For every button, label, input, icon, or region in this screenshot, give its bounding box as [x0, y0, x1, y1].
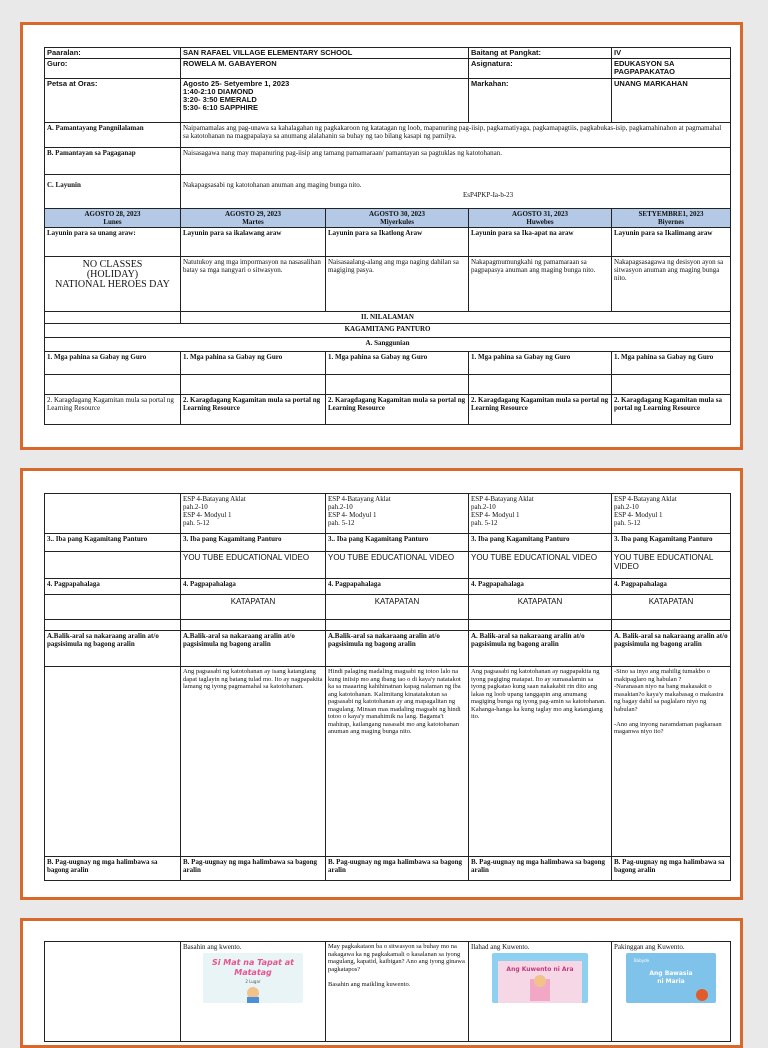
sanggunian-row [45, 338, 731, 352]
youtube-3: YOU TUBE EDUCATIONAL VIDEO [326, 552, 469, 579]
balik-text-5: -Sino sa inyo ang mahilig tumakbo o makipaglaro ng habulan ? -Naranasan niyo na bang makasakit o masaktan?o kaya'y makabasag o makasira ng bagay dahil sa paglalaro niyo ng habulan? -Ano ang inyong naramdaman pagkaraan maganwa niyo ito? [612, 667, 731, 857]
petsa-label: Petsa at Oras: [45, 79, 181, 123]
sanggunian-heading: A. Sanggunian [45, 338, 731, 352]
story-image-maria-icon [626, 953, 716, 1003]
balik-aral-5: A. Balik-aral sa nakaraang aralin at/o pagsisimula ng bagong aralin [612, 631, 731, 667]
day-header-3 [326, 209, 469, 228]
story-cell-2 [181, 942, 326, 1042]
story-image-mat-icon [203, 953, 303, 1003]
gabay-row [45, 352, 731, 375]
objective-c-text: Nakapagsasabi ng katotohanan anuman ang maging bunga nito. [183, 181, 362, 189]
page-2 [20, 468, 743, 900]
day-date: AGOSTO 28, 2023 [84, 210, 141, 218]
asignatura-label: Asignatura: [469, 59, 612, 79]
day-date: AGOSTO 31, 2023 [511, 210, 569, 218]
pagpapahalaga-4: 4. Pagpapahalaga [469, 579, 612, 595]
balik-aral-1: A.Balik-aral sa nakaraang aralin at/o pagsisimula ng bagong aralin [45, 631, 181, 667]
karagdagang-row [45, 395, 731, 425]
layunin-araw-5: Layunin para sa Ikalimang araw [612, 228, 731, 257]
objective-a-text: Naipamamalas ang pag-unawa sa kahalagahan ng pagkakaroon ng katatagan ng loob, mapanuring pag-iisip, pagkamatiyaga, pagkamapagtiis, pagkabukas-isip, pagkamahinahon at pagmamahal sa katotohanan na magpapalaya sa anumang alalahanin sa buhay ng tao bilang kasapi ng pamilya. [181, 123, 731, 148]
pagpapahalaga-3: 4. Pagpapahalaga [326, 579, 469, 595]
iba-4: 3. Iba pang Kagamitang Panturo [469, 534, 612, 552]
objective-a-row [45, 123, 731, 148]
pagpapahalaga-1: 4. Pagpapahalaga [45, 579, 181, 595]
karagdagang-5: 2. Karagdagang Kagamitan mula sa portal ng Learning Resource [612, 395, 731, 425]
iba-5: 3. Iba pang Kagamitang Panturo [612, 534, 731, 552]
lesson-plan-table-1 [44, 47, 731, 425]
balik-text-row [45, 667, 731, 857]
karagdagang-4: 2. Karagdagang Kagamitan mula sa portal ng Learning Resource [469, 395, 612, 425]
book3-tag: Babyde [634, 958, 650, 963]
day-date: AGOSTO 29, 2023 [224, 210, 282, 218]
layunin-detail-2: Natutukoy ang mga impormasyon na nasasalihan batay sa mga nangyari o sitwasyon. [181, 257, 326, 312]
batayang-2: ESP 4-Batayang Aklat pah.2-10 ESP 4- Modyul 1 pah. 5-12 [181, 494, 326, 534]
pagpapahalaga-5: 4. Pagpapahalaga [612, 579, 731, 595]
story-image-ara-icon [492, 953, 588, 1003]
katapatan-5: KATAPATAN [612, 595, 731, 620]
empty-row [45, 375, 731, 395]
lesson-plan-table-2 [44, 493, 731, 881]
header-row-date [45, 79, 731, 123]
balik-text-3: Hindi palaging madaling magsabi ng totoo lalo na kung iniisip mo ang ibang tao o di kaya'y natatakot ka sa maaaring kahihinatnan kapag nalaman ng iba ang katotohanan. Kalimitang kinatatakutan sa pagsasabi ng katotohanan ay ang mapagalitan ng magulang. Minsan mas madaling magsabi ng hindi totoo o kaya'y manahimik na lang. Bagama't mahirap, kailangang nasasabi mo ang katotohanan anuman ang maging bunga nito. [326, 667, 469, 857]
spacer-row [45, 620, 731, 631]
balik-aral-4: A. Balik-aral sa nakaraang aralin at/o pagsisimula ng bagong aralin [469, 631, 612, 667]
header-row-school [45, 48, 731, 59]
layunin-araw-4: Layunin para sa Ika-apat na araw [469, 228, 612, 257]
book3-title-line2: ni Maria [657, 978, 685, 985]
pagpapahalaga-row [45, 579, 731, 595]
story-instruction-2: Basahin ang kwento. [183, 943, 242, 951]
katapatan-row [45, 595, 731, 620]
book1-title-line2: Matatag [234, 968, 272, 977]
iba-2: 3. Iba pang Kagamitang Panturo [181, 534, 326, 552]
day-header-1 [45, 209, 181, 228]
nilalaman-heading: II. NILALAMAN [181, 312, 731, 324]
paguugnay-4: B. Pag-uugnay ng mga halimbawa sa bagong aralin [469, 857, 612, 881]
paaralan-label: Paaralan: [45, 48, 181, 59]
header-row-teacher [45, 59, 731, 79]
day-name: Miyerkules [380, 218, 414, 226]
story-cell-5 [612, 942, 731, 1042]
katapatan-4: KATAPATAN [469, 595, 612, 620]
book1-title-line: Si Mat na Tapat at [212, 958, 294, 967]
karagdagang-2: 2. Karagdagang Kagamitan mula sa portal ng Learning Resource [181, 395, 326, 425]
story-cell-4 [469, 942, 612, 1042]
pagpapahalaga-2: 4. Pagpapahalaga [181, 579, 326, 595]
baitang-label: Baitang at Pangkat: [469, 48, 612, 59]
objective-b-row [45, 148, 731, 175]
gabay-4: 1. Mga pahina sa Gabay ng Guro [469, 352, 612, 375]
layunin-detail-3: Naisasaalang-alang ang mga naging dahilan sa magiging pasya. [326, 257, 469, 312]
day-name: Biyernes [657, 218, 685, 226]
layunin-detail-row [45, 257, 731, 312]
kagamitan-row [45, 324, 731, 338]
guro-value: ROWELA M. GABAYERON [181, 59, 469, 79]
day-header-4 [469, 209, 612, 228]
paguugnay-row [45, 857, 731, 881]
youtube-row [45, 552, 731, 579]
guro-label: Guro: [45, 59, 181, 79]
youtube-2: YOU TUBE EDUCATIONAL VIDEO [181, 552, 326, 579]
day-header-5 [612, 209, 731, 228]
story-row [45, 942, 731, 1042]
markahan-label: Markahan: [469, 79, 612, 123]
gabay-5: 1. Mga pahina sa Gabay ng Guro [612, 352, 731, 375]
layunin-araw-2: Layunin para sa ikalawang araw [181, 228, 326, 257]
katapatan-2: KATAPATAN [181, 595, 326, 620]
balik-aral-2: A.Balik-aral sa nakaraang aralin at/o pagsisimula ng bagong aralin [181, 631, 326, 667]
objective-c-row [45, 175, 731, 209]
iba-1: 3.. Iba pang Kagamitang Panturo [45, 534, 181, 552]
paguugnay-2: B. Pag-uugnay ng mga halimbawa sa bagong aralin [181, 857, 326, 881]
iba-3: 3.. Iba pang Kagamitang Panturo [326, 534, 469, 552]
youtube-4: YOU TUBE EDUCATIONAL VIDEO [469, 552, 612, 579]
batayang-4: ESP 4-Batayang Aklat pah.2-10 ESP 4- Modyul 1 pah. 5-12 [469, 494, 612, 534]
book3-title-line: Ang Bawasia [649, 970, 693, 977]
karagdagang-1: 2. Karagdagang Kagamitan mula sa portal ng Learning Resource [45, 395, 181, 425]
day-header-row [45, 209, 731, 228]
batayang-5: ESP 4-Batayang Aklat pah.2-10 ESP 4- Modyul 1 pah. 5-12 [612, 494, 731, 534]
day-name: Huwebes [526, 218, 554, 226]
book2-title: Ang Kuwento ni Ara [506, 966, 574, 973]
day-name: Martes [242, 218, 264, 226]
story-instruction-5: Pakinggan ang Kuwento. [614, 943, 685, 951]
balik-text-2: Ang pagsasabi ng katotohanan ay isang katangiang dapat taglayin ng batang tulad mo. Ito ay nagpapakita lamang ng iyong pagmamahal sa katotohanan. [181, 667, 326, 857]
karagdagang-3: 2. Karagdagang Kagamitan mula sa portal ng Learning Resource [326, 395, 469, 425]
lesson-plan-table-3 [44, 941, 731, 1042]
objective-a-label: A. Pamantayang Pangnilalaman [45, 123, 181, 148]
story-instruction-3: May pagkakataon ba o sitwasyon sa buhay mo na nakagawa ka ng pagkakamali o kasalanan sa iyong magulang, kapatid, kaibigan? Ano ang iyong ginawa pagkatapos? Basahin ang maikling kuwento. [326, 942, 469, 1042]
objective-b-text: Naisasagawa nang may mapanuring pag-iisip ang tamang pamamaraan/ pamantayan sa pagtuklas ng katotohanan. [181, 148, 731, 175]
baitang-value: IV [612, 48, 731, 59]
youtube-5: YOU TUBE EDUCATIONAL VIDEO [612, 552, 731, 579]
paguugnay-3: B. Pag-uugnay ng mga halimbawa sa bagong aralin [326, 857, 469, 881]
gabay-2: 1. Mga pahina sa Gabay ng Guro [181, 352, 326, 375]
balik-text-4: Ang pagsasabi ng katotohanan ay nagpapakita ng iyong pagiging matapat. Ito ay sumasalamin sa iyong pagkatao kung saan nakakabit rin dito ang lakas ng loob upang tanggapin ang anumang magiging bunga ng iyong pag-amin sa katotohanan. Kahanga-hanga ka kung taglay mo ang katangiang ito. [469, 667, 612, 857]
objective-c-cell [181, 175, 731, 209]
iba-row [45, 534, 731, 552]
paaralan-value: SAN RAFAEL VILLAGE ELEMENTARY SCHOOL [181, 48, 469, 59]
nilalaman-row [45, 312, 731, 324]
katapatan-3: KATAPATAN [326, 595, 469, 620]
day-date: SETYEMBRE1, 2023 [638, 210, 704, 218]
paguugnay-5: B. Pag-uugnay ng mga halimbawa sa bagong aralin [612, 857, 731, 881]
day-date: AGOSTO 30, 2023 [368, 210, 426, 218]
layunin-detail-5: Nakapagsasagawa ng desisyon ayon sa sitwasyon anuman ang maging bunga nito. [612, 257, 731, 312]
balik-aral-3: A.Balik-aral sa nakaraang aralin at/o pagsisimula ng bagong aralin [326, 631, 469, 667]
objective-b-label: B. Pamantayan sa Pagaganap [45, 148, 181, 175]
layunin-detail-4: Nakapagmumungkahi ng pamamaraan sa pagpapasya anuman ang maging bunga nito. [469, 257, 612, 312]
petsa-value: Agosto 25- Setyembre 1, 2023 1:40-2:10 DIAMOND 3:20- 3:50 EMERALD 5:30- 6:10 SAPPHIRE [181, 79, 469, 123]
kagamitan-heading: KAGAMITANG PANTURO [45, 324, 731, 338]
asignatura-value: EDUKASYON SA PAGPAPAKATAO [612, 59, 731, 79]
markahan-value: UNANG MARKAHAN [612, 79, 731, 123]
page-1 [20, 22, 743, 450]
no-classes-notice: NO CLASSES (HOLIDAY) NATIONAL HEROES DAY [45, 257, 181, 312]
gabay-1: 1. Mga pahina sa Gabay ng Guro [45, 352, 181, 375]
layunin-araw-1: Layunin para sa unang araw: [45, 228, 181, 257]
batayang-3: ESP 4-Batayang Aklat pah.2-10 ESP 4- Modyul 1 pah. 5-12 [326, 494, 469, 534]
objective-c-label: C. Layunin [45, 175, 181, 209]
story-instruction-4: Ilahad ang Kuwento. [471, 943, 530, 951]
paguugnay-1: B. Pag-uugnay ng mga halimbawa sa bagong aralin [45, 857, 181, 881]
gabay-3: 1. Mga pahina sa Gabay ng Guro [326, 352, 469, 375]
balik-aral-row [45, 631, 731, 667]
batayang-row [45, 494, 731, 534]
layunin-araw-row [45, 228, 731, 257]
day-header-2 [181, 209, 326, 228]
day-name: Lunes [103, 218, 122, 226]
book1-subtitle: 2 Lugar [245, 979, 261, 984]
objective-c-code: EsP4PKP-Ia-b-23 [463, 191, 514, 199]
layunin-araw-3: Layunin para sa Ikatlong Araw [326, 228, 469, 257]
page-3 [20, 918, 743, 1048]
